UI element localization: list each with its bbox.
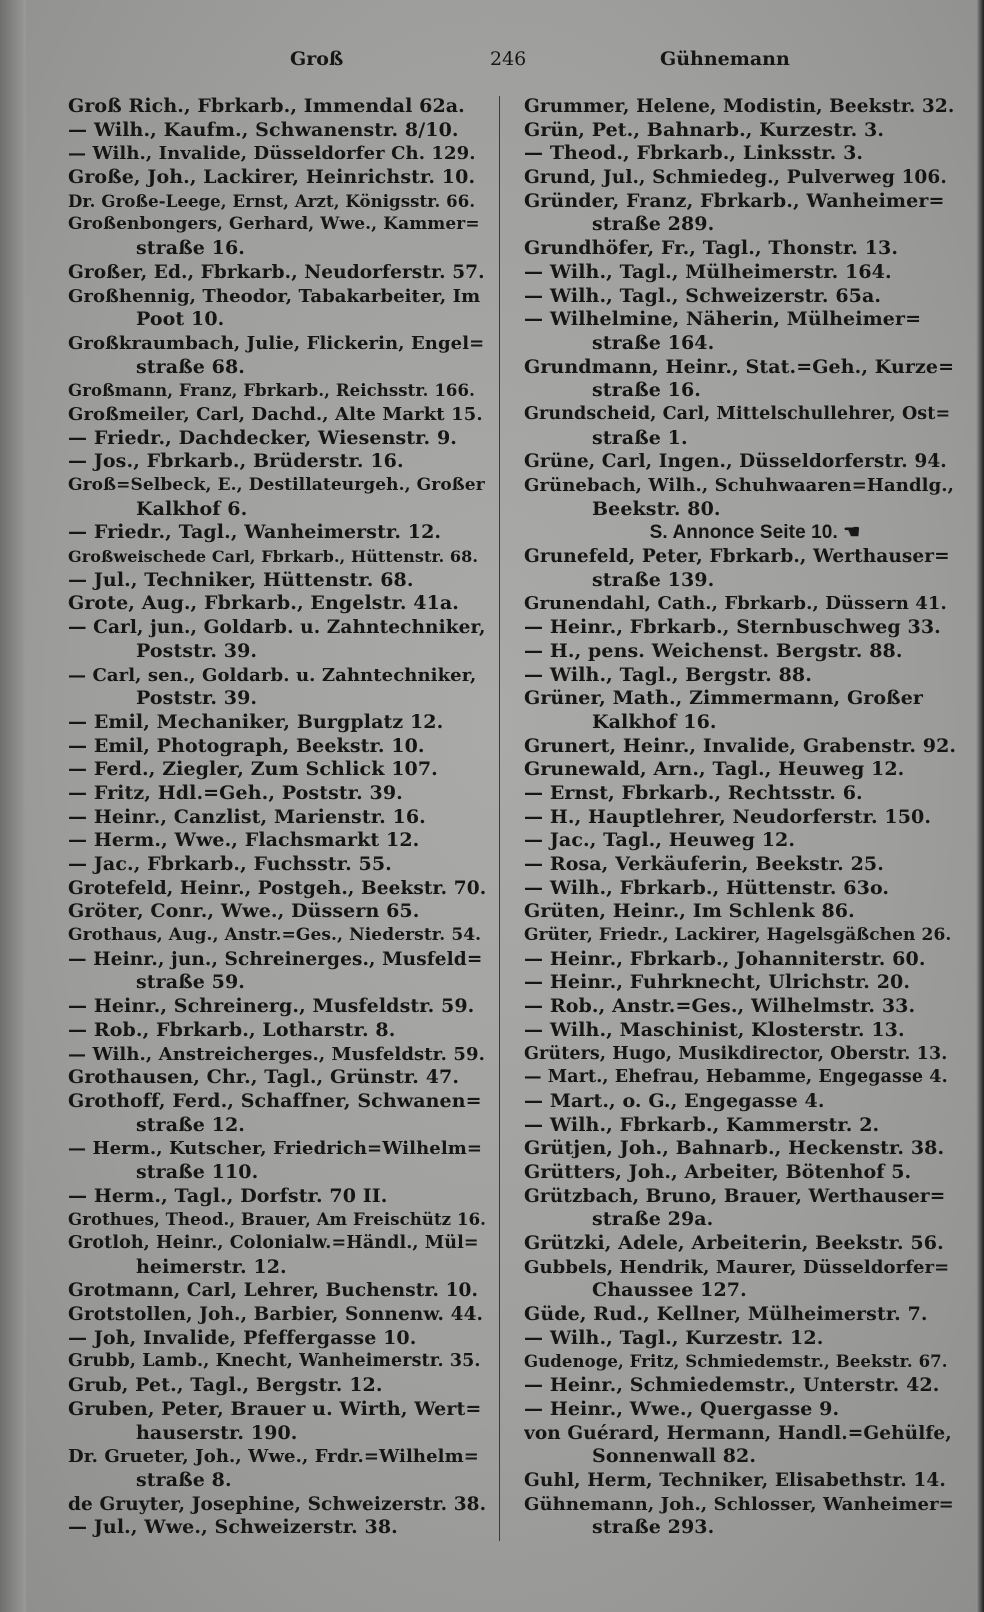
directory-entry-line: Kalkhof 6. bbox=[136, 497, 248, 520]
directory-entry-line: — Emil, Photograph, Beekstr. 10. bbox=[68, 734, 425, 757]
directory-entry-line: — Wilh., Tagl., Mülheimerstr. 164. bbox=[524, 260, 892, 283]
directory-entry-line: Grunendahl, Cath., Fbrkarb., Düssern 41. bbox=[524, 593, 947, 615]
directory-entry-line: — Wilh., Tagl., Schweizerstr. 65a. bbox=[524, 284, 882, 307]
directory-entry-line: Grothaus, Aug., Anstr.=Ges., Niederstr. 54. bbox=[68, 925, 482, 946]
directory-entry-line: — Jac., Tagl., Heuweg 12. bbox=[524, 829, 796, 852]
directory-entry-line: Gruben, Peter, Brauer u. Wirth, Wert= bbox=[68, 1397, 482, 1420]
directory-entry-line: Groß Rich., Fbrkarb., Immendal 62a. bbox=[68, 95, 465, 117]
directory-entry-line: Grütters, Joh., Arbeiter, Bötenhof 5. bbox=[524, 1160, 912, 1183]
directory-entry-line: straße 293. bbox=[592, 1516, 715, 1539]
directory-entry-line: Grüner, Math., Zimmermann, Großer bbox=[524, 687, 923, 710]
directory-entry-line: Großer, Ed., Fbrkarb., Neudorferstr. 57. bbox=[68, 261, 485, 283]
directory-entry-line: Grützki, Adele, Arbeiterin, Beekstr. 56. bbox=[524, 1232, 944, 1254]
directory-entry-line: Grünebach, Wilh., Schuhwaaren=Handlg., bbox=[524, 475, 955, 496]
directory-entry-line: — Rob., Fbrkarb., Lotharstr. 8. bbox=[68, 1018, 396, 1041]
directory-entry-line: Dr. Grueter, Joh., Wwe., Frdr.=Wilhelm= bbox=[68, 1446, 479, 1468]
directory-entry-line: straße 8. bbox=[136, 1468, 232, 1491]
directory-entry-line: Grüters, Hugo, Musikdirector, Oberstr. 13. bbox=[524, 1043, 948, 1064]
directory-entry-line: — Wilh., Anstreicherges., Musfeldstr. 59. bbox=[68, 1043, 485, 1065]
directory-entry-line: — Joh, Invalide, Pfeffergasse 10. bbox=[68, 1326, 417, 1349]
directory-entry-line: Großmann, Franz, Fbrkarb., Reichsstr. 166. bbox=[68, 381, 475, 401]
directory-entry-line: heimerstr. 12. bbox=[136, 1255, 287, 1278]
directory-entry-line: — Jos., Fbrkarb., Brüderstr. 16. bbox=[68, 450, 404, 473]
directory-entry-line: — Heinr., Fbrkarb., Sternbuschweg 33. bbox=[524, 616, 941, 639]
directory-entry-line: — Friedr., Tagl., Wanheimerstr. 12. bbox=[68, 521, 442, 544]
directory-entry-line: — Ferd., Ziegler, Zum Schlick 107. bbox=[68, 758, 438, 781]
directory-entry-line: Grundmann, Heinr., Stat.=Geh., Kurze= bbox=[524, 355, 955, 378]
directory-entry-line: — Emil, Mechaniker, Burgplatz 12. bbox=[68, 710, 444, 733]
directory-entry-line: — Theod., Fbrkarb., Linksstr. 3. bbox=[524, 142, 864, 165]
directory-entry-line: — Herm., Tagl., Dorfstr. 70 II. bbox=[68, 1184, 388, 1207]
left-column bbox=[68, 95, 486, 1540]
directory-entry-line: Grundhöfer, Fr., Tagl., Thonstr. 13. bbox=[524, 237, 899, 260]
directory-entry-line: straße 16. bbox=[136, 237, 245, 260]
directory-entry-line: straße 139. bbox=[592, 568, 715, 591]
directory-entry-line: Grote, Aug., Fbrkarb., Engelstr. 41a. bbox=[68, 592, 460, 615]
right-column bbox=[524, 95, 956, 1540]
directory-entry-line: Grüter, Friedr., Lackirer, Hagelsgäßchen 26. bbox=[524, 925, 952, 946]
directory-entry-line: — Heinr., Canzlist, Marienstr. 16. bbox=[68, 805, 426, 828]
directory-entry-line: de Gruyter, Josephine, Schweizerstr. 38. bbox=[68, 1493, 486, 1515]
directory-entry-line: Grundscheid, Carl, Mittelschullehrer, Ost= bbox=[524, 403, 951, 424]
directory-entry-line: straße 164. bbox=[592, 331, 715, 354]
directory-entry-line: — Wilh., Kaufm., Schwanenstr. 8/10. bbox=[68, 118, 459, 141]
directory-entry-line: — Herm., Kutscher, Friedrich=Wilhelm= bbox=[68, 1138, 483, 1160]
directory-entry-line: straße 12. bbox=[136, 1113, 245, 1136]
directory-entry-line: — Herm., Wwe., Flachsmarkt 12. bbox=[68, 829, 420, 852]
directory-entry-line: Beekstr. 80. bbox=[592, 497, 721, 520]
page-left-shadow bbox=[0, 0, 26, 1612]
directory-entry-line: Gühnemann, Joh., Schlosser, Wanheimer= bbox=[524, 1493, 954, 1515]
page-right-shadow bbox=[976, 0, 984, 1612]
directory-entry-line: — Carl, jun., Goldarb. u. Zahntechniker, bbox=[68, 617, 486, 639]
directory-entry-line: — Mart., o. G., Engegasse 4. bbox=[524, 1089, 825, 1112]
directory-entry-line: Chaussee 127. bbox=[592, 1279, 747, 1302]
directory-entry-line: — Heinr., jun., Schreinerges., Musfeld= bbox=[68, 948, 483, 970]
directory-entry-line: — Heinr., Schreinerg., Musfeldstr. 59. bbox=[68, 995, 475, 1018]
directory-entry-line: straße 110. bbox=[136, 1160, 259, 1183]
directory-entry-line: Grubb, Lamb., Knecht, Wanheimerstr. 35. bbox=[68, 1351, 481, 1372]
directory-entry-line: Grüne, Carl, Ingen., Düsseldorferstr. 94. bbox=[524, 451, 947, 473]
directory-entry-line: Dr. Große-Leege, Ernst, Arzt, Königsstr. 66. bbox=[68, 191, 476, 211]
directory-entry-line: Grotloh, Heinr., Colonialw.=Händl., Mül= bbox=[68, 1233, 479, 1253]
directory-entry-line: — Ernst, Fbrkarb., Rechtsstr. 6. bbox=[524, 781, 863, 804]
column-divider bbox=[499, 96, 500, 1541]
directory-entry-line: — Wilh., Fbrkarb., Hüttenstr. 63o. bbox=[524, 876, 890, 899]
directory-entry-line: — Heinr., Fbrkarb., Johanniterstr. 60. bbox=[524, 947, 926, 970]
directory-entry-line: — Jul., Wwe., Schweizerstr. 38. bbox=[68, 1516, 398, 1539]
directory-entry-line: Gubbels, Hendrik, Maurer, Düsseldorfer= bbox=[524, 1256, 950, 1278]
directory-entry-line: — Heinr., Wwe., Quergasse 9. bbox=[524, 1397, 840, 1420]
directory-entry-line: Grotefeld, Heinr., Postgeh., Beekstr. 70. bbox=[68, 877, 486, 899]
directory-entry-line: — Heinr., Fuhrknecht, Ulrichstr. 20. bbox=[524, 971, 911, 994]
directory-entry-line: Poststr. 39. bbox=[136, 639, 258, 662]
directory-entry-line: Grütjen, Joh., Bahnarb., Heckenstr. 38. bbox=[524, 1137, 945, 1160]
directory-entry-line: — Rosa, Verkäuferin, Beekstr. 25. bbox=[524, 853, 884, 875]
directory-entry-line: — H., Hauptlehrer, Neudorferstr. 150. bbox=[524, 805, 932, 828]
directory-entry-line: straße 29a. bbox=[592, 1208, 714, 1231]
directory-entry-line: Grüten, Heinr., Im Schlenk 86. bbox=[524, 900, 855, 923]
directory-entry-line: — Wilh., Fbrkarb., Kammerstr. 2. bbox=[524, 1113, 880, 1136]
directory-entry-line: — Wilh., Invalide, Düsseldorfer Ch. 129. bbox=[68, 143, 476, 165]
page-number: 246 bbox=[490, 48, 527, 70]
directory-entry-line: straße 1. bbox=[592, 426, 688, 449]
directory-entry-line: Poststr. 39. bbox=[136, 687, 258, 710]
directory-entry-line: straße 289. bbox=[592, 213, 715, 236]
directory-entry-line: Grothues, Theod., Brauer, Am Freischütz 16. bbox=[68, 1210, 486, 1230]
directory-entry-line: straße 68. bbox=[136, 355, 245, 378]
page-header bbox=[60, 48, 940, 78]
directory-entry-line: — Carl, sen., Goldarb. u. Zahntechniker, bbox=[68, 664, 477, 686]
directory-entry-line: Grün, Pet., Bahnarb., Kurzestr. 3. bbox=[524, 118, 885, 141]
directory-entry-line: Grund, Jul., Schmiedeg., Pulverweg 106. bbox=[524, 167, 947, 189]
directory-entry-line: Grunefeld, Peter, Fbrkarb., Werthauser= bbox=[524, 546, 950, 568]
directory-entry-line: Gründer, Franz, Fbrkarb., Wanheimer= bbox=[524, 189, 945, 212]
header-last-entry: Gühnemann bbox=[660, 48, 790, 70]
directory-entry-line: — Rob., Anstr.=Ges., Wilhelmstr. 33. bbox=[524, 995, 916, 1018]
directory-entry-line: — Wilhelmine, Näherin, Mülheimer= bbox=[524, 308, 922, 331]
directory-entry-line: Groß=Selbeck, E., Destillateurgeh., Großer bbox=[68, 475, 485, 495]
advertisement-note: S. Annonce Seite 10. ☚ bbox=[649, 522, 861, 544]
directory-entry-line: Kalkhof 16. bbox=[592, 710, 717, 733]
directory-entry-line: Grothausen, Chr., Tagl., Grünstr. 47. bbox=[68, 1066, 460, 1089]
directory-entry-line: — Wilh., Tagl., Kurzestr. 12. bbox=[524, 1326, 824, 1349]
directory-entry-line: Großenbongers, Gerhard, Wwe., Kammer= bbox=[68, 214, 480, 235]
header-first-entry: Groß bbox=[290, 48, 344, 70]
directory-entry-line: Grunewald, Arn., Tagl., Heuweg 12. bbox=[524, 758, 905, 781]
directory-entry-line: — H., pens. Weichenst. Bergstr. 88. bbox=[524, 639, 903, 662]
directory-entry-line: Grotmann, Carl, Lehrer, Buchenstr. 10. bbox=[68, 1280, 479, 1302]
directory-entry-line: Großhennig, Theodor, Tabakarbeiter, Im bbox=[68, 285, 481, 307]
directory-entry-line: Güde, Rud., Kellner, Mülheimerstr. 7. bbox=[524, 1303, 928, 1326]
directory-entry-line: — Jac., Fbrkarb., Fuchsstr. 55. bbox=[68, 853, 392, 875]
directory-entry-line: — Wilh., Tagl., Bergstr. 88. bbox=[524, 663, 812, 686]
directory-entry-line: Großweischede Carl, Fbrkarb., Hüttenstr. 68. bbox=[68, 547, 479, 567]
directory-entry-line: Poot 10. bbox=[136, 308, 225, 331]
directory-entry-line: — Wilh., Maschinist, Klosterstr. 13. bbox=[524, 1018, 905, 1041]
directory-entry-line: hauserstr. 190. bbox=[136, 1421, 298, 1444]
directory-entry-line: Grothoff, Ferd., Schaffner, Schwanen= bbox=[68, 1089, 482, 1112]
directory-entry-line: — Jul., Techniker, Hüttenstr. 68. bbox=[68, 568, 414, 591]
directory-entry-line: Gudenoge, Fritz, Schmiedemstr., Beekstr. 67. bbox=[524, 1352, 948, 1372]
directory-entry-line: straße 16. bbox=[592, 379, 701, 402]
directory-entry-line: Sonnenwall 82. bbox=[592, 1445, 757, 1468]
directory-entry-line: von Guérard, Hermann, Handl.=Gehülfe, bbox=[524, 1422, 952, 1444]
directory-entry-line: Grummer, Helene, Modistin, Beekstr. 32. bbox=[524, 96, 955, 117]
directory-entry-line: Grunert, Heinr., Invalide, Grabenstr. 92. bbox=[524, 734, 956, 757]
directory-entry-line: Grotstollen, Joh., Barbier, Sonnenw. 44. bbox=[68, 1304, 484, 1326]
directory-entry-line: straße 59. bbox=[136, 971, 245, 994]
directory-entry-line: — Friedr., Dachdecker, Wiesenstr. 9. bbox=[68, 426, 458, 449]
directory-entry-line: — Heinr., Schmiedemstr., Unterstr. 42. bbox=[524, 1374, 940, 1397]
directory-entry-line: Guhl, Herm, Techniker, Elisabethstr. 14. bbox=[524, 1469, 946, 1491]
directory-entry-line: Großmeiler, Carl, Dachd., Alte Markt 15. bbox=[68, 403, 483, 425]
directory-entry-line: Große, Joh., Lackirer, Heinrichstr. 10. bbox=[68, 166, 476, 189]
directory-entry-line: Großkraumbach, Julie, Flickerin, Engel= bbox=[68, 332, 485, 354]
directory-entry-line: — Fritz, Hdl.=Geh., Poststr. 39. bbox=[68, 781, 403, 804]
directory-entry-line: Gröter, Conr., Wwe., Düssern 65. bbox=[68, 900, 420, 923]
directory-entry-line: Grützbach, Bruno, Brauer, Werthauser= bbox=[524, 1185, 946, 1207]
directory-entry-line: Grub, Pet., Tagl., Bergstr. 12. bbox=[68, 1374, 383, 1397]
directory-entry-line: — Mart., Ehefrau, Hebamme, Engegasse 4. bbox=[524, 1067, 948, 1088]
